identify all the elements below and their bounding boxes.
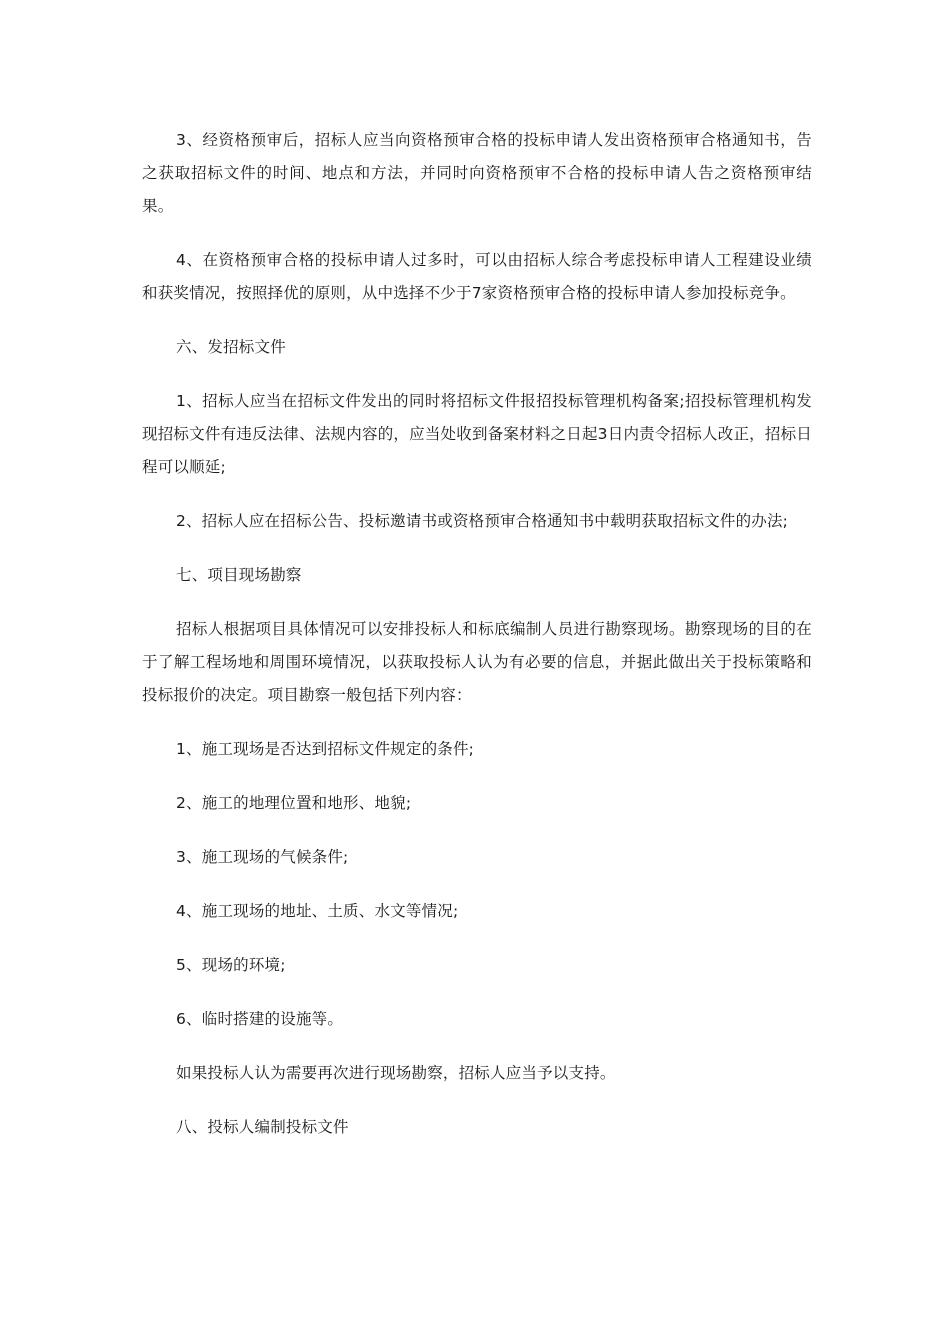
list-item-2: 2、施工的地理位置和地形、地貌; xyxy=(176,794,412,812)
list-item-1: 1、施工现场是否达到招标文件规定的条件; xyxy=(176,740,475,758)
paragraph-filing: 1、招标人应当在招标文件发出的同时将招标文件报招投标管理机构备案;招投标管理机构发现招标文件有违反法律、法规内容的，应当处收到备案材料之日起3日内责令招标人改正，招标日程可以顺延; xyxy=(142,392,812,476)
paragraph-site-survey: 招标人根据项目具体情况可以安排投标人和标底编制人员进行勘察现场。勘察现场的目的在于了解工程场地和周围环境情况，以获取投标人认为有必要的信息，并据此做出关于投标策略和投标报价的决定。项目勘察一般包括下列内容： xyxy=(142,620,812,704)
paragraph-too-many-applicants: 4、在资格预审合格的投标申请人过多时，可以由招标人综合考虑投标申请人工程建设业绩和获奖情况，按照择优的原则，从中选择不少于7家资格预审合格的投标申请人参加投标竞争。 xyxy=(142,251,812,302)
document-body xyxy=(142,124,812,1165)
paragraph-prequal-notice: 3、经资格预审后，招标人应当向资格预审合格的投标申请人发出资格预审合格通知书，告之获取招标文件的时间、地点和方法，并同时向资格预审不合格的投标申请人告之资格预审结果。 xyxy=(142,131,812,215)
list-item-5: 5、现场的环境; xyxy=(176,956,286,974)
list-item-4: 4、施工现场的地址、土质、水文等情况; xyxy=(176,902,459,920)
paragraph-resurvey: 如果投标人认为需要再次进行现场勘察，招标人应当予以支持。 xyxy=(176,1064,616,1082)
section-heading-7: 七、项目现场勘察 xyxy=(176,566,302,584)
list-item-6: 6、临时搭建的设施等。 xyxy=(176,1010,344,1028)
paragraph-obtain-method: 2、招标人应在招标公告、投标邀请书或资格预审合格通知书中载明获取招标文件的办法; xyxy=(176,512,789,530)
section-heading-6: 六、发招标文件 xyxy=(176,338,286,356)
section-heading-8: 八、投标人编制投标文件 xyxy=(176,1118,349,1136)
list-item-3: 3、施工现场的气候条件; xyxy=(176,848,349,866)
